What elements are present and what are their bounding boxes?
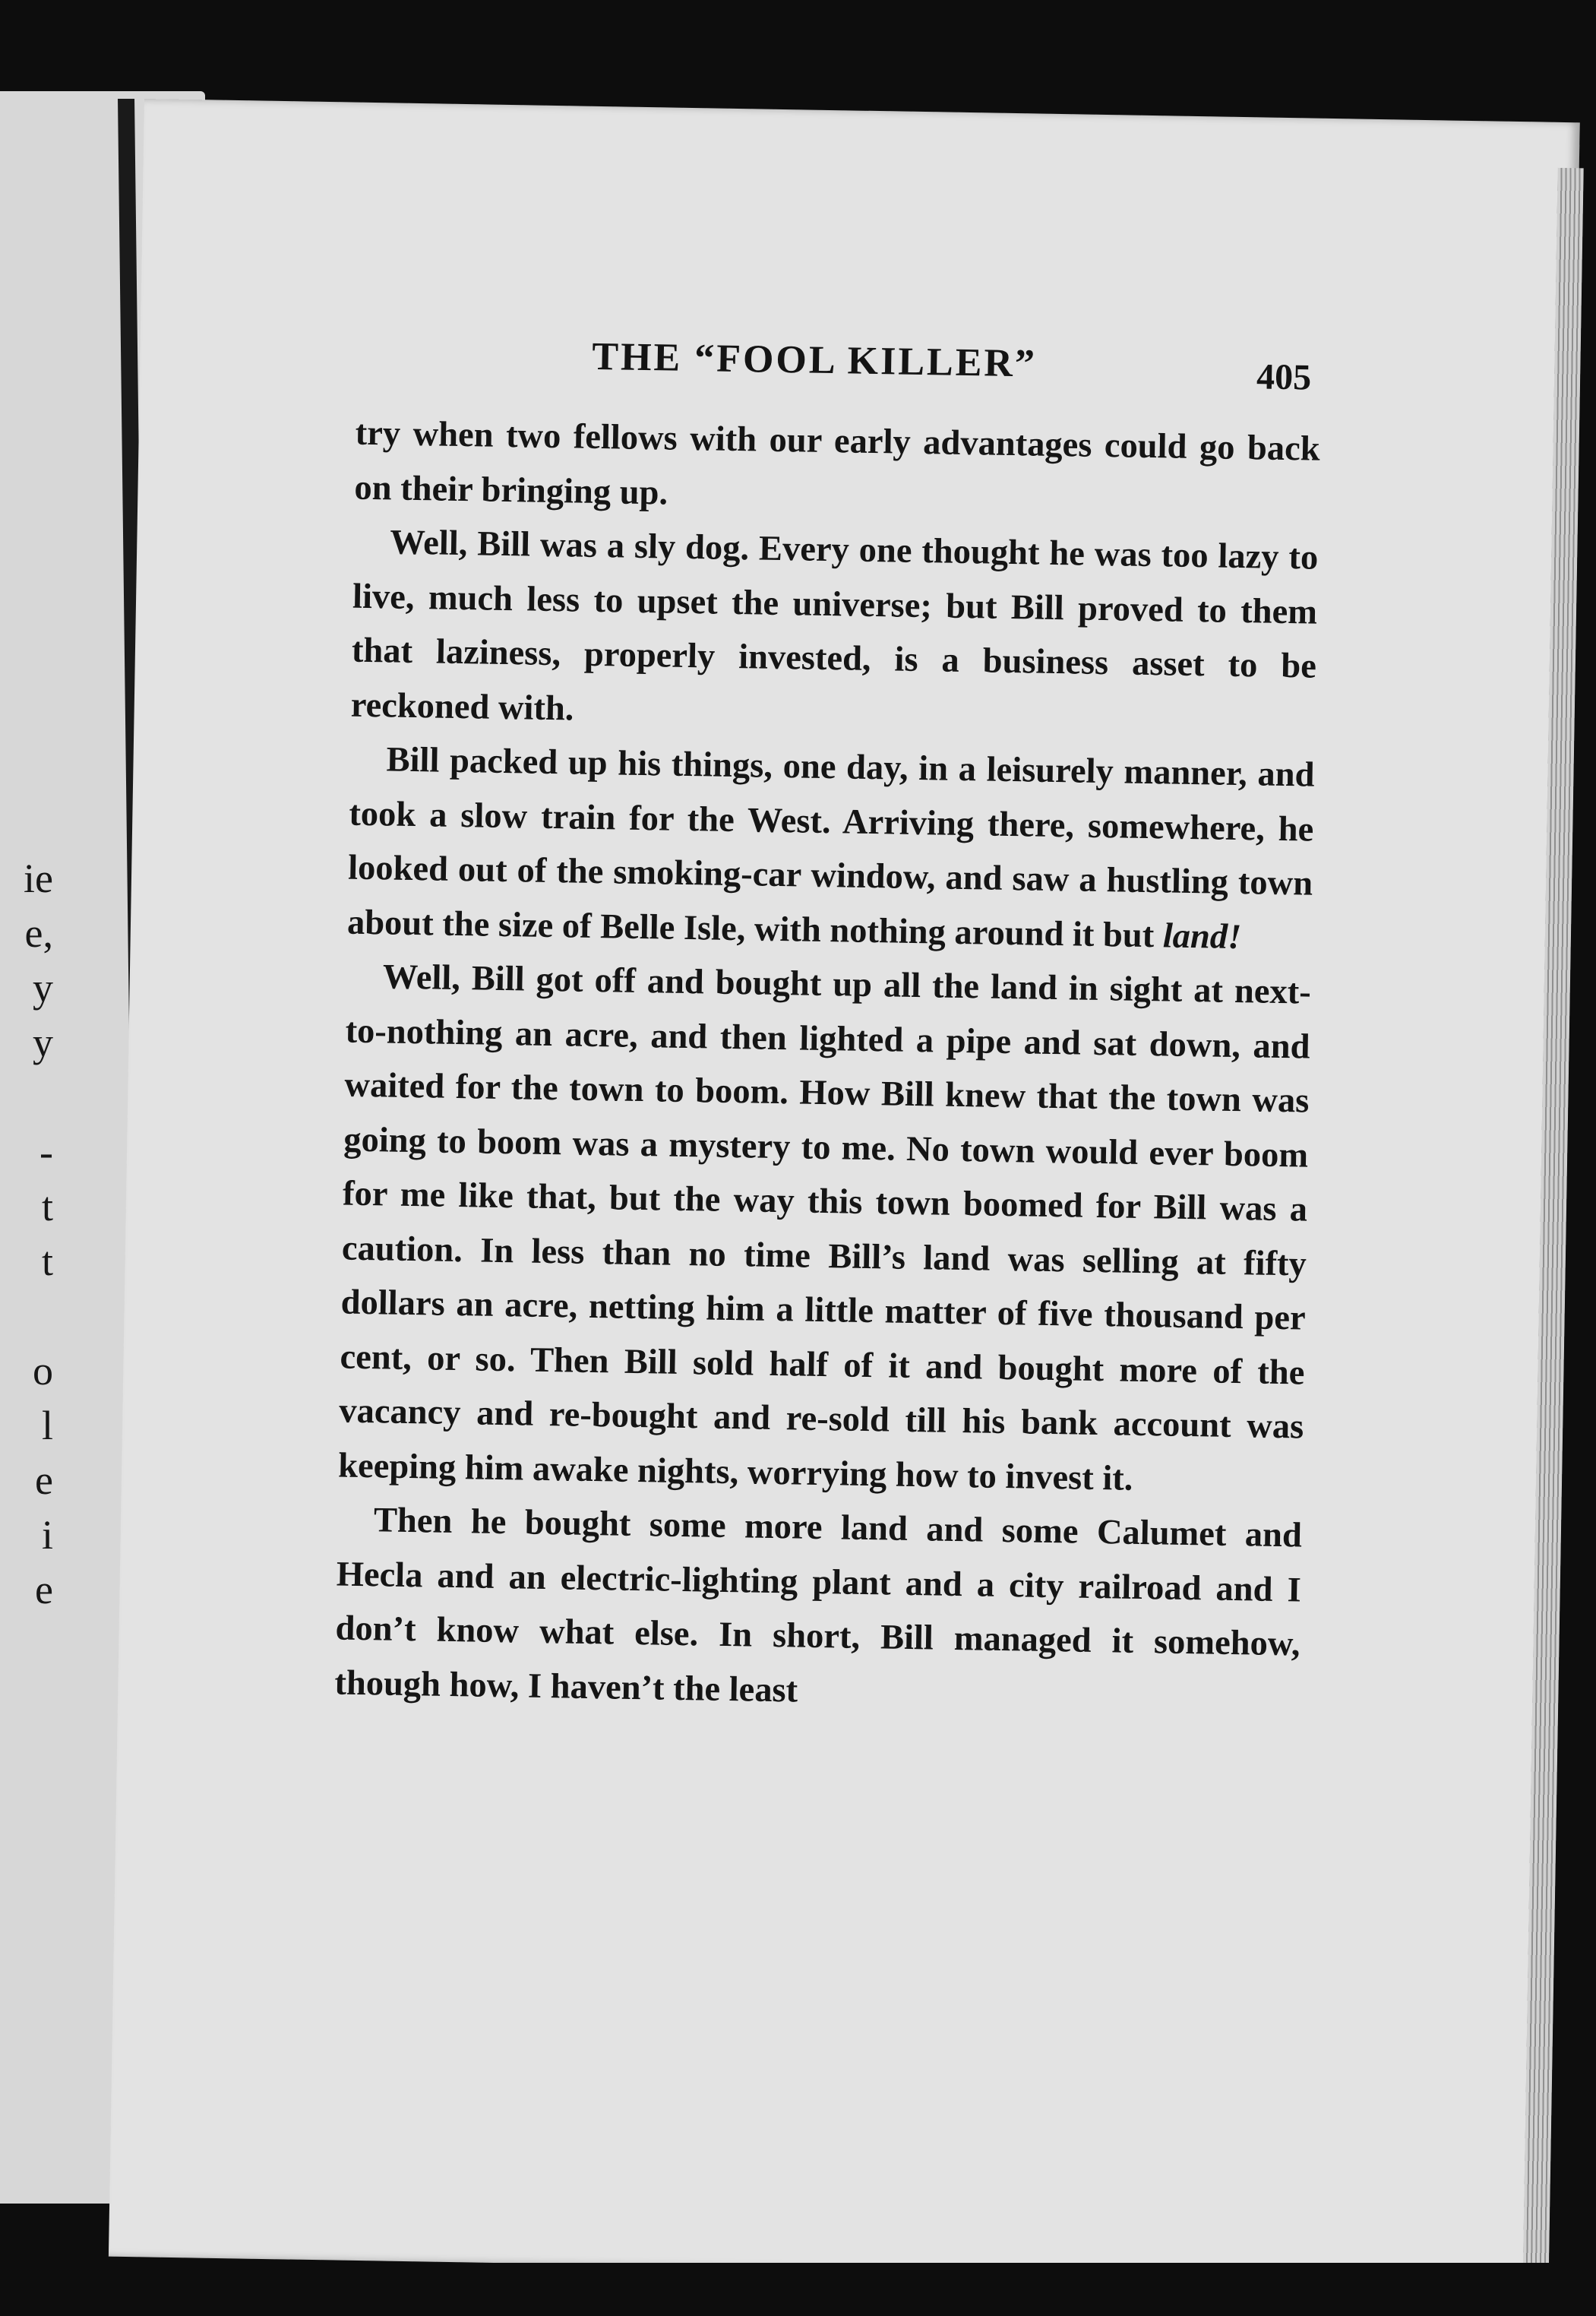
- paragraph-3-text: Bill packed up his things, one day, in a leisurely manner, and took a slow train for the West. Arriving there, somewhere, he looked out of the smoking-car window, and saw a hustling town about the size of Belle Isle, with nothing around it but: [346, 740, 1315, 955]
- body-text: [334, 407, 1320, 1726]
- text-fragment: e: [35, 1567, 53, 1612]
- paragraph-2: Well, Bill was a sly dog. Every one thought he was too lazy to live, much less to upset the universe; but Bill proved to them that laziness, properly invested, is a business asset to be reckoned with.: [350, 523, 1319, 728]
- text-fragment: e: [35, 1457, 53, 1503]
- text-fragment: [0, 1070, 53, 1125]
- text-fragment: y: [33, 1020, 53, 1065]
- text-fragment: y: [33, 965, 53, 1011]
- book-page: [109, 99, 1580, 2280]
- previous-page-text-fragments: [0, 851, 53, 1617]
- paragraph-1: try when two fellows with our early advantages could go back on their bringing up.: [354, 413, 1320, 512]
- text-fragment: e,: [24, 910, 53, 956]
- text-fragment: t: [41, 1239, 53, 1284]
- text-fragment: l: [41, 1403, 53, 1448]
- text-fragment: -: [40, 1129, 53, 1175]
- text-fragment: [0, 1289, 53, 1343]
- running-head: [140, 327, 1576, 419]
- page-number: 405: [1256, 356, 1312, 398]
- paragraph-3: [346, 732, 1315, 966]
- text-fragment: o: [33, 1348, 53, 1394]
- text-fragment: ie: [24, 856, 53, 901]
- paragraph-5: Then he bought some more land and some Calumet and Hecla and an electric-lighting plant and a city railroad and I don’t know what else. In short, Bill managed it somehow, though how, I haven’t the least: [334, 1501, 1303, 1710]
- text-fragment: i: [41, 1512, 53, 1558]
- page-edges: [1523, 168, 1584, 2265]
- text-fragment: t: [41, 1184, 53, 1229]
- paragraph-4: Well, Bill got off and bought up all the land in sight at next-to-nothing an acre, and then lighted a pipe and sat down, and waited for the town to boom. How Bill knew that the town was going to boom was a mystery to me. No town would ever boom for me like that, but the way this town boomed for Bill was a caution. In less than no time Bill’s land was selling at fifty dollars an acre, netting him a little matter of five thousand per cent, or so. Then Bill sold half of it and bought more of the vacancy and re-bought and re-sold till his bank account was keeping him awake nights, worrying how to invest it.: [337, 957, 1312, 1498]
- running-title: THE “FOOL KILLER”: [591, 334, 1038, 386]
- emphasized-word: land!: [1162, 916, 1242, 957]
- scan-background: [0, 2263, 1596, 2316]
